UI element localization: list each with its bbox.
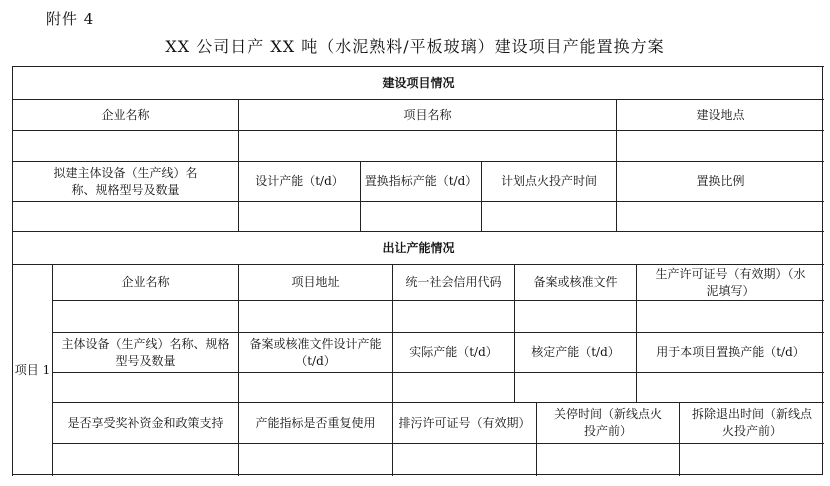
construction-section-heading: 建设项目情况 <box>12 66 824 99</box>
construction-replacement-ratio-cell[interactable] <box>616 201 824 231</box>
transfer-project-address-header: 项目地址 <box>238 264 392 300</box>
transfer-capacity-for-replacement-cell[interactable] <box>636 372 824 402</box>
transfer-subsidy-header: 是否享受奖补资金和政策支持 <box>52 402 238 443</box>
construction-company-name-cell[interactable] <box>12 130 238 161</box>
transfer-credit-code-header: 统一社会信用代码 <box>392 264 514 300</box>
transfer-discharge-permit-cell[interactable] <box>392 443 536 476</box>
construction-ignition-time-header: 计划点火投产时间 <box>481 161 616 201</box>
transfer-shutdown-time-header: 关停时间（新线点火投产前） <box>536 402 679 443</box>
transfer-discharge-permit-header: 排污许可证号（有效期） <box>392 402 536 443</box>
construction-project-name-cell[interactable] <box>238 130 616 161</box>
transfer-capacity-for-replacement-header: 用于本项目置换产能（t/d） <box>636 332 824 372</box>
construction-replacement-index-header: 置换指标产能（t/d） <box>360 161 481 201</box>
transfer-actual-capacity-cell[interactable] <box>392 372 514 402</box>
construction-replacement-index-cell[interactable] <box>360 201 481 231</box>
transfer-filing-docs-cell[interactable] <box>514 300 636 332</box>
construction-design-capacity-cell[interactable] <box>238 201 360 231</box>
transfer-filed-design-capacity-header: 备案或核准文件设计产能（t/d） <box>238 332 392 372</box>
transfer-approved-capacity-header: 核定产能（t/d） <box>514 332 636 372</box>
attachment-label: 附件 4 <box>46 10 95 28</box>
transfer-filed-design-capacity-cell[interactable] <box>238 372 392 402</box>
document-title: XX 公司日产 XX 吨（水泥熟料/平板玻璃）建设项目产能置换方案 <box>165 37 665 56</box>
construction-ignition-time-cell[interactable] <box>481 201 616 231</box>
construction-equipment-header: 拟建主体设备（生产线）名称、规格型号及数量 <box>12 161 238 201</box>
construction-equipment-cell[interactable] <box>12 201 238 231</box>
transfer-demolition-time-header: 拆除退出时间（新线点火投产前） <box>679 402 824 443</box>
construction-project-name-header: 项目名称 <box>238 99 616 130</box>
replacement-plan-table <box>12 66 823 475</box>
transfer-production-license-header: 生产许可证号（有效期）（水泥填写） <box>636 264 824 300</box>
transfer-filing-docs-header: 备案或核准文件 <box>514 264 636 300</box>
transfer-credit-code-cell[interactable] <box>392 300 514 332</box>
transfer-subsidy-cell[interactable] <box>52 443 238 476</box>
transfer-reused-header: 产能指标是否重复使用 <box>238 402 392 443</box>
construction-design-capacity-header: 设计产能（t/d） <box>238 161 360 201</box>
transfer-reused-cell[interactable] <box>238 443 392 476</box>
transfer-demolition-time-cell[interactable] <box>679 443 824 476</box>
transfer-project-address-cell[interactable] <box>238 300 392 332</box>
construction-replacement-ratio-header: 置换比例 <box>616 161 824 201</box>
construction-location-header: 建设地点 <box>616 99 824 130</box>
transfer-equipment-header: 主体设备（生产线）名称、规格型号及数量 <box>52 332 238 372</box>
transfer-company-name-header: 企业名称 <box>52 264 238 300</box>
transfer-section-heading: 出让产能情况 <box>12 231 824 264</box>
transfer-project-label: 项目 1 <box>12 264 52 476</box>
transfer-shutdown-time-cell[interactable] <box>536 443 679 476</box>
construction-location-cell[interactable] <box>616 130 824 161</box>
construction-company-name-header: 企业名称 <box>12 99 238 130</box>
transfer-actual-capacity-header: 实际产能（t/d） <box>392 332 514 372</box>
transfer-company-name-cell[interactable] <box>52 300 238 332</box>
transfer-production-license-cell[interactable] <box>636 300 824 332</box>
transfer-equipment-cell[interactable] <box>52 372 238 402</box>
transfer-approved-capacity-cell[interactable] <box>514 372 636 402</box>
